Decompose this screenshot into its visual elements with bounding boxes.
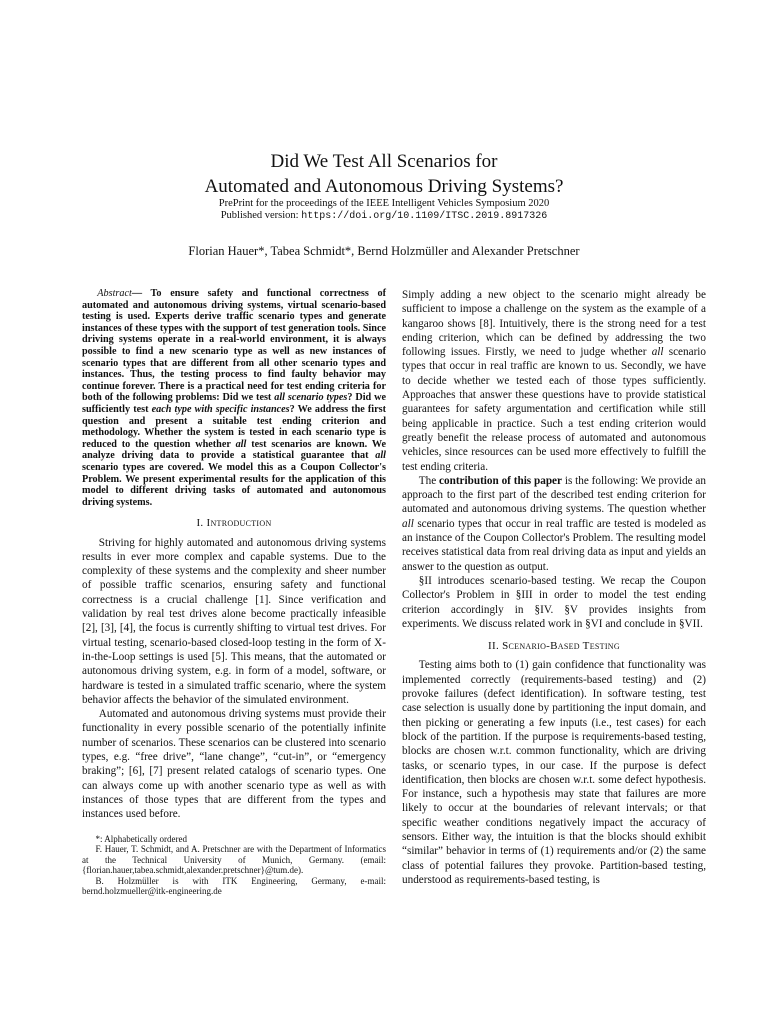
preprint-line: PrePrint for the proceedings of the IEEE Intelligent Vehicles Symposium 2020 [218, 198, 550, 209]
testing-paragraph: Testing aims both to (1) gain confidence that functionality was implemented correctly (requirements-based testing) and (2) provoke failures (defect identification). In software testing, test case selection is usually done by partitioning the input domain, and then picking or generating a few inputs (i.e., test cases) for each block of the partition. If the purpose is requirements-based testing, blocks are chosen w.r.t. common functionality, which are driving tasks, or scenario types, in our case. If the purpose is defect identification, then blocks are chosen w.r.t. some defect hypothesis. For instance, such a hypothesis may state that failures are more likely to occur at the boundaries of relevant intervals; or that specific weather conditions negatively impact the accuracy of sensors. Either way, the intuition is that the blocks should exhibit “similar” behavior in terms of (1) requirements and/or (2) the same class of potential failures they provoke. Partition-based testing, understood as requirements-based testing, is [402, 659, 706, 886]
abstract-emph: all [375, 450, 386, 462]
authors: Florian Hauer*, Tabea Schmidt*, Bernd Holzmüller and Alexander Pretschner [188, 244, 580, 258]
abstract-label: Abstract [97, 288, 132, 299]
abstract-emph: all [235, 438, 247, 450]
text-run: The [418, 474, 440, 487]
published-label: Published version: [220, 210, 299, 221]
contribution-paragraph [402, 474, 706, 574]
title-line-1: Did We Test All Scenarios for [270, 151, 498, 172]
emph-run: all [402, 517, 414, 530]
outline-paragraph: §II introduces scenario-based testing. We recap the Coupon Collector's Problem in §III in order to model the test ending criterion accordingly in §IV. §V provides insights from experiments. We discuss related work in §VI and conclude in §VII. [402, 574, 706, 630]
left-column [82, 288, 386, 897]
emph-run: all [651, 346, 664, 359]
title-line-2: Automated and Autonomous Driving Systems? [204, 176, 564, 197]
paper-title [0, 149, 768, 199]
right-column [402, 288, 706, 887]
doi-link[interactable]: https://doi.org/10.1109/ITSC.2019.8917326 [301, 211, 548, 222]
abstract-text: scenario types are covered. We model this as a Coupon Collector's Problem. We present experimental results for the application of this model to different driving tasks of automated and autonomous driving systems. [82, 461, 386, 508]
abstract-text: ? Did we sufficiently test [82, 392, 386, 415]
footnote-3: B. Holzmüller is with ITK Engineering, Germany, e-mail: bernd.holzmueller@itk-engineering.de [82, 875, 386, 897]
section-heading-scenario-based-testing: II. Scenario-Based Testing [488, 640, 620, 653]
intro-paragraph-2: Automated and autonomous driving systems must provide their functionality in every possible scenario of the potentially infinite number of scenarios. These scenarios can be clustered into scenario types, e.g. “free drive”, “lane change”, “cut-in”, or “emergency braking”; [6], [7] present related catalogs of scenario types. One can always come up with another scenario type as well as with instances of those types that are different from the types and instances used before. [82, 708, 386, 821]
preprint-note [0, 198, 768, 223]
abstract-emph: each type with specific instances [151, 403, 290, 415]
footnote-1: *: Alphabetically ordered [95, 833, 187, 844]
abstract-text: To ensure safety and functional correctness of automated and autonomous driving systems, virtual scenario-based testing is used. Experts derive traffic scenario types and generate instances of these types with the support of test generation tools. Since driving systems operate in a real-world environment, it is always possible to find a new scenario type as well as new instances of scenario types that are different from all other scenario types and instances. Thus, the testing process to find faulty behavior may continue forever. There is a practical need for test ending criteria for both of the following problems: Did we test [82, 288, 386, 404]
footnote-2: F. Hauer, T. Schmidt, and A. Pretschner are with the Department of Informatics at the Technical University of Munich, Germany. (email: {florian.hauer,tabea.schmidt,alexander.pretschner}@tum.de). [82, 844, 386, 876]
footnotes [82, 834, 386, 898]
bold-run: contribution of this paper [439, 474, 562, 487]
text-run: Simply adding a new object to the scenario might already be sufficient to impose a challenge on the system as the example of a kangaroo shows [8]. Intuitively, there is the strong need for a test ending criterion, which can be defined by addressing the two following issues. Firstly, we need to judge whether [402, 289, 706, 359]
section-heading-introduction: I. Introduction [196, 517, 272, 530]
published-version [0, 210, 768, 223]
abstract-text: ? We address the first question and present a suitable test ending criterion and methodology. Whether the system is tested in each scenario type is reduced to the question whether [82, 403, 387, 450]
text-run: scenario types that occur in real traffic are known to us. Secondly, we have to decide whether we tested each of those types sufficiently. Approaches that answer these questions have to provide statistical guarantees for safety argumentation and certification while still being applicable in practice. Such a test ending criterion would greatly benefit the release process of automated and autonomous vehicles, since resources can be used more effectively to fulfill the test ending criteria. [402, 346, 706, 473]
intro-paragraph-1: Striving for highly automated and autonomous driving systems results in ever more complex and capable systems. Due to the complexity of these systems and the complexity and sheer number of possible traffic scenarios, ensuring safety and functional correctness is a crucial challenge [1]. Since verification and validation by real test drives alone become practically infeasible [2], [3], [4], the focus is currently shifting to virtual test drives. For virtual testing, scenario-based closed-loop testing in the form of X-in-the-Loop settings is used [5]. This means, that the automated or autonomous driving system, e.g. in form of a model, software, or hardware is tested in a simulated traffic scenario, where the system behavior affects the behavior of the simulated environment. [82, 536, 386, 706]
abstract-emph: all scenario types [274, 392, 348, 404]
abstract-dash: — [131, 288, 151, 299]
text-run: scenario types that occur in real traffic are tested is modeled as an instance of the Coupon Collector's Problem. The resulting model receives statistical data from real driving data as input and yields an answer to the question as output. [402, 517, 706, 573]
right-paragraph-1 [402, 288, 706, 474]
abstract [82, 288, 386, 508]
text-run: is the following: We provide an approach to the first part of the described test ending criterion for automated and autonomous driving systems. The question whether [402, 474, 706, 516]
abstract-text: test scenarios are known. We analyze driving data to provide a statistical guarantee that [82, 438, 387, 462]
